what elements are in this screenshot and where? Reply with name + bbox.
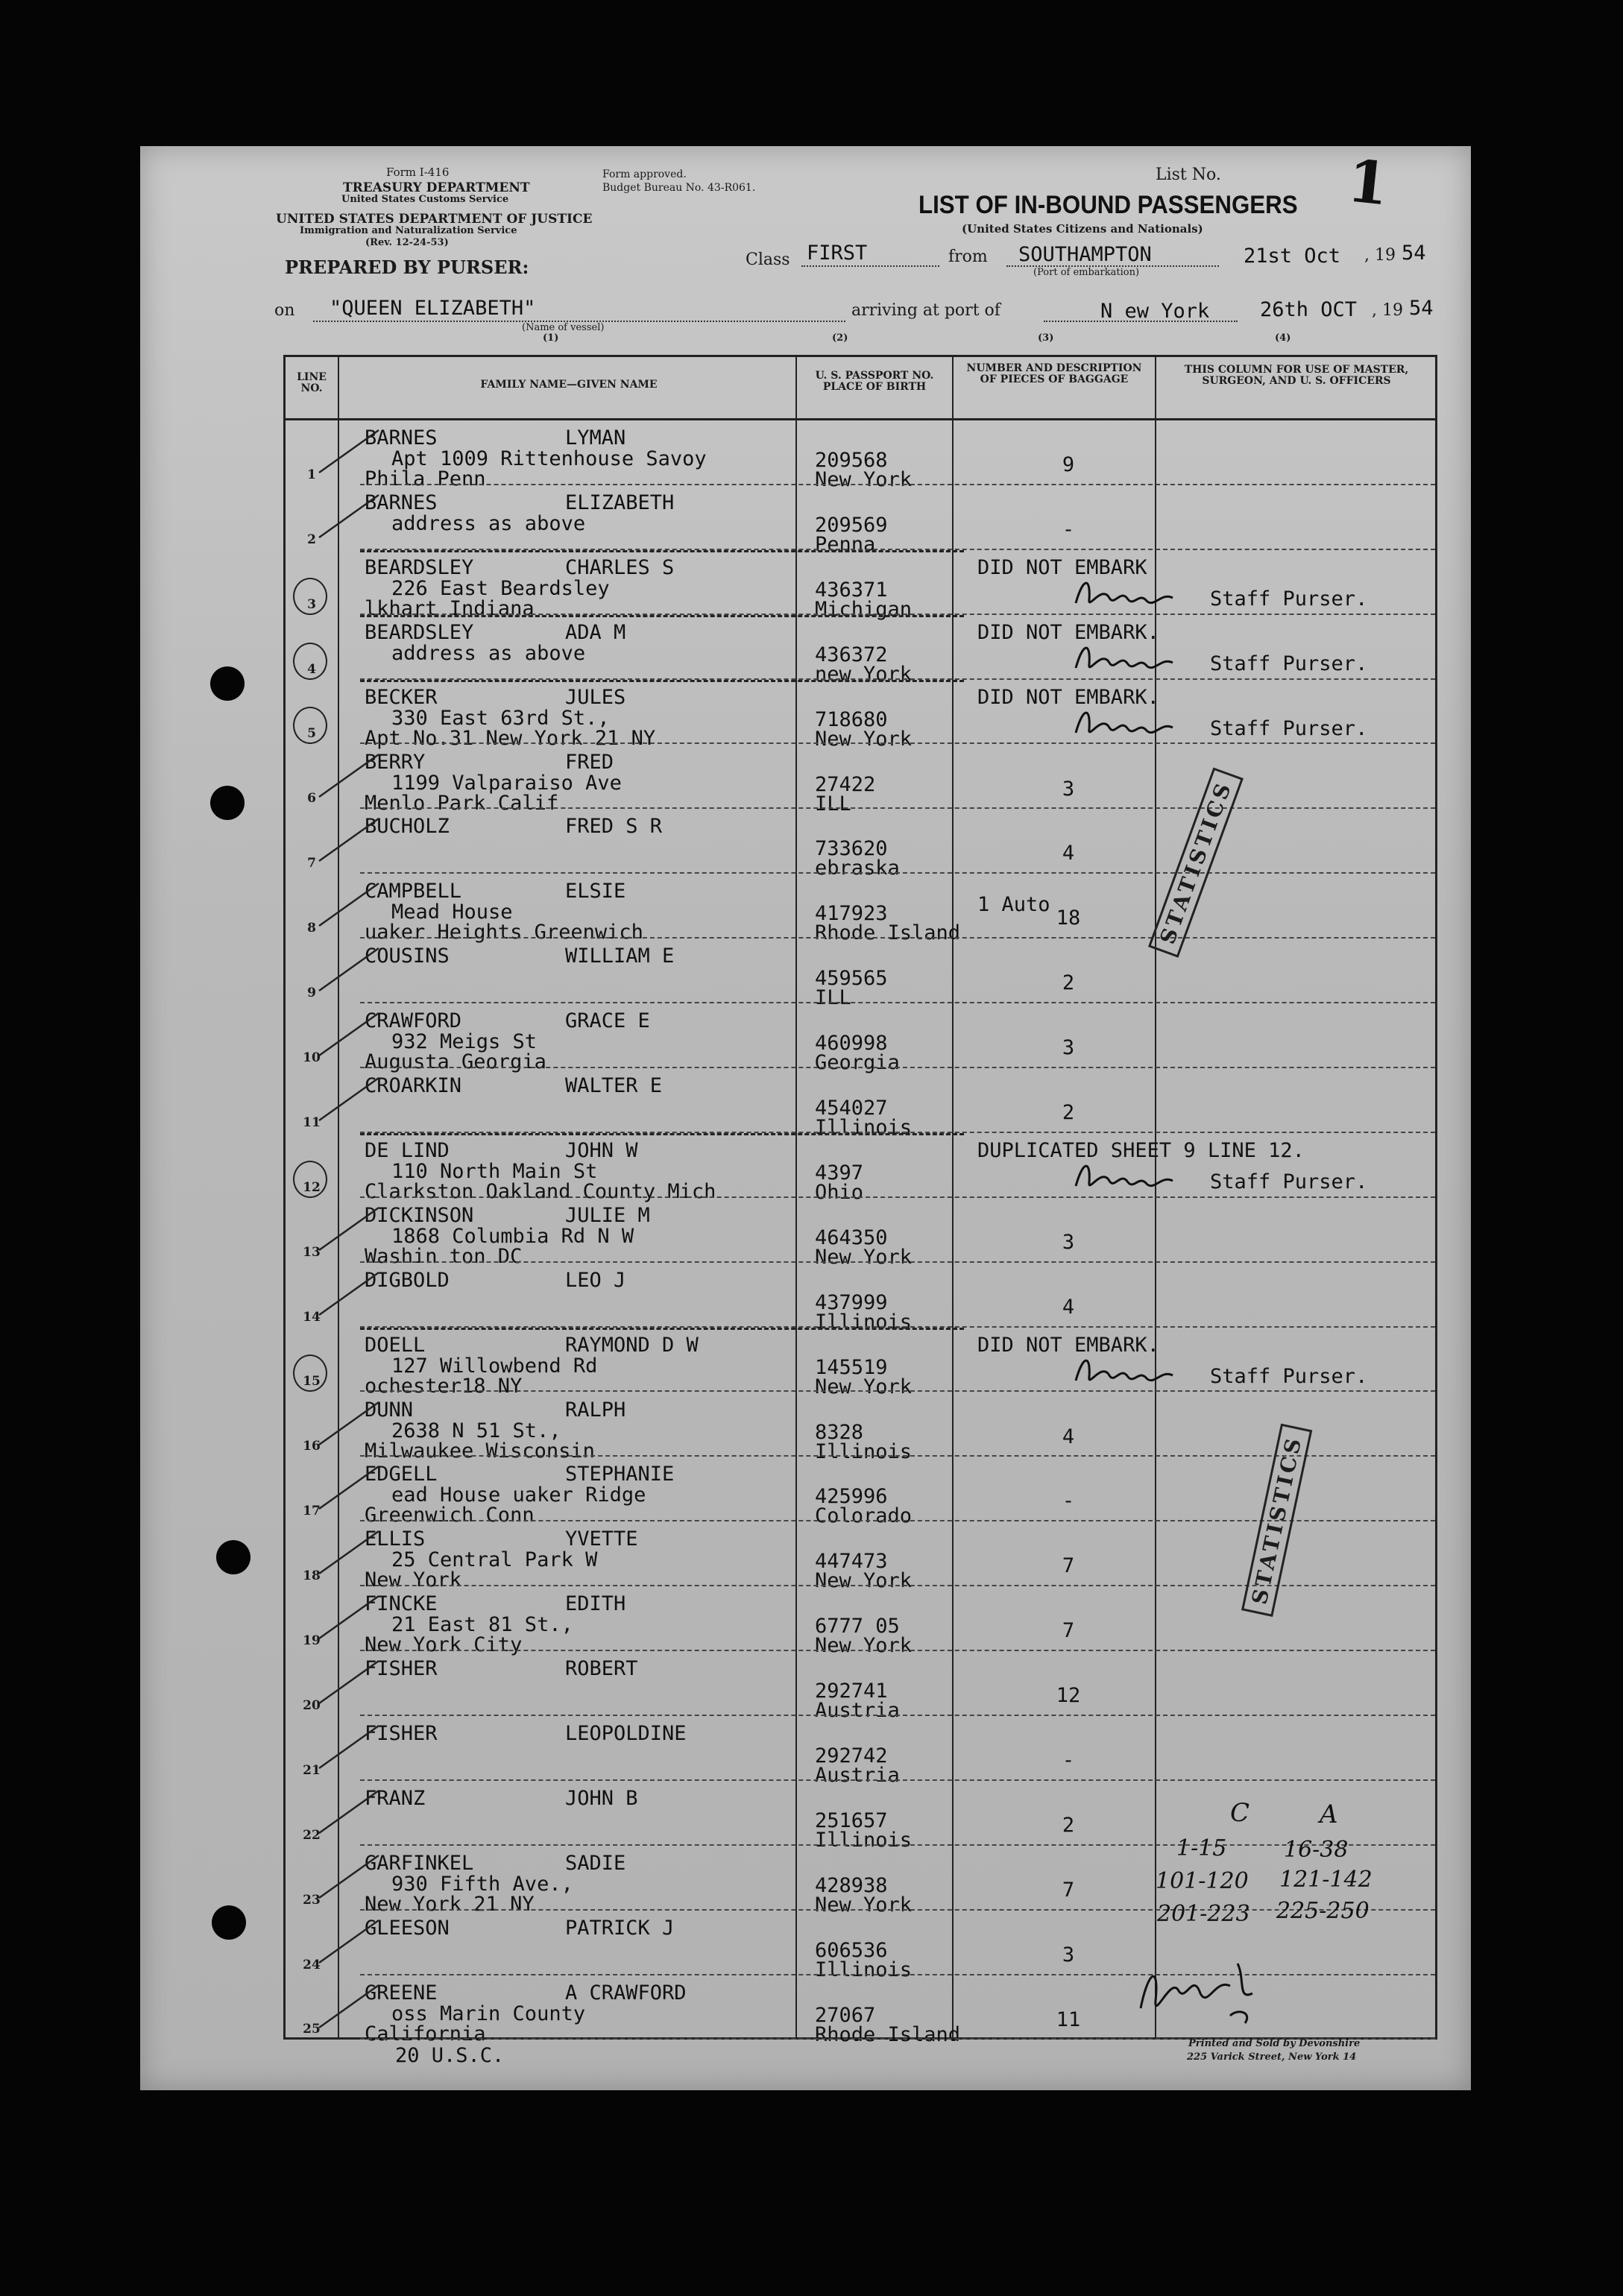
check-mark [315, 751, 382, 803]
family-name: EDGELL [365, 1463, 438, 1486]
place-of-birth: Illinois [815, 1828, 913, 1852]
address-line-1: 2638 N 51 St., [391, 1419, 561, 1442]
form-revision: (Rev. 12-24-53) [365, 237, 449, 248]
line-number: 4 [307, 661, 316, 677]
line-number: 24 [303, 1957, 321, 1972]
tally-head-c: C [1230, 1798, 1250, 1828]
list-no-label: List No. [1156, 165, 1221, 184]
family-name: CAMPBELL [365, 880, 462, 903]
address-line-1: 930 Fifth Ave., [391, 1872, 573, 1896]
passport-number: 425996 [815, 1485, 888, 1509]
treasury-dept: TREASURY DEPARTMENT [343, 180, 530, 195]
tally-a-1: 16-38 [1284, 1837, 1349, 1863]
baggage-count: 3 [1062, 777, 1075, 801]
address-line-1: address as above [391, 641, 586, 665]
check-mark [315, 1463, 382, 1515]
header-passport: U. S. PASSPORT NO. PLACE OF BIRTH [815, 370, 934, 393]
passport-number: 464350 [815, 1226, 888, 1249]
strike-line [360, 615, 964, 617]
family-name: DICKINSON [365, 1203, 474, 1227]
table-row [286, 1198, 1435, 1269]
passport-number: 27067 [815, 2003, 876, 2027]
line-number: 25 [303, 2022, 321, 2037]
family-name: GREENE [365, 1981, 438, 2005]
passport-number: 4397 [815, 1161, 864, 1185]
tally-c-2: 101-120 [1156, 1868, 1249, 1894]
check-mark [315, 1269, 382, 1321]
place-of-birth: Penna [815, 532, 876, 556]
line-number: 1 [307, 467, 316, 482]
check-mark [315, 1527, 382, 1580]
baggage-count: 7 [1062, 1878, 1075, 1902]
form-number: Form I-416 [386, 165, 450, 179]
place-of-birth: ebraska [815, 857, 900, 880]
baggage-count: - [1062, 1489, 1075, 1513]
given-name: PATRICK J [565, 1916, 675, 1940]
place-of-birth: Illinois [815, 1439, 913, 1463]
place-of-birth: Rhode Island [815, 921, 961, 945]
check-mark [315, 1852, 382, 1904]
passport-number: 459565 [815, 967, 888, 991]
baggage-count: 4 [1062, 1295, 1075, 1319]
line-number: 20 [303, 1697, 321, 1713]
col-num-1: (1) [543, 332, 559, 344]
baggage-count: 4 [1062, 842, 1075, 865]
given-name: A CRAWFORD [565, 1981, 687, 2005]
baggage-count: 2 [1062, 1101, 1075, 1124]
line-number: 5 [307, 726, 316, 742]
given-name: STEPHANIE [565, 1463, 675, 1486]
address-line-2: New York 21 NY [365, 1892, 535, 1916]
passport-number: 428938 [815, 1873, 888, 1897]
baggage-count: 7 [1062, 1619, 1075, 1643]
given-name: JULES [565, 685, 626, 709]
address-line-1: oss Marin County [391, 2002, 586, 2025]
address-line-1: Apt 1009 Rittenhouse Savoy [391, 447, 707, 470]
strike-line [360, 1328, 964, 1330]
place-of-birth: Illinois [815, 1958, 913, 1981]
staff-purser: Staff Purser. [1210, 1364, 1368, 1388]
place-of-birth: New York [815, 1375, 913, 1398]
line-circle [293, 1161, 327, 1198]
given-name: WILLIAM E [565, 944, 675, 968]
baggage-count: 12 [1056, 1684, 1081, 1708]
class-value: FIRST [807, 242, 868, 265]
line-number: 22 [303, 1827, 321, 1843]
passport-number: 27422 [815, 772, 876, 796]
given-name: ELSIE [565, 880, 626, 903]
table-row [286, 485, 1435, 556]
passport-number: 209569 [815, 513, 888, 537]
printer-line-2: 225 Varick Street, New York 14 [1187, 2051, 1357, 2063]
baggage-count: 3 [1062, 1230, 1075, 1254]
passport-number: 209568 [815, 449, 888, 472]
baggage-count: 3 [1062, 1943, 1075, 1967]
tally-head-a: A [1320, 1800, 1338, 1829]
address-line-2: Washin ton DC [365, 1244, 523, 1268]
justice-dept: UNITED STATES DEPARTMENT OF JUSTICE [276, 212, 593, 227]
table-row [286, 1651, 1435, 1723]
strike-line [360, 550, 964, 552]
family-name: DIGBOLD [365, 1268, 450, 1292]
family-name: DE LIND [365, 1138, 450, 1162]
address-line-2: Milwaukee Wisconsin [365, 1439, 595, 1463]
passport-number: 606536 [815, 1938, 888, 1962]
purser-signature [1068, 699, 1180, 744]
address-line-1: 226 East Beardsley [391, 576, 610, 600]
form-approved: Form approved. [602, 168, 687, 180]
table-row [286, 680, 1435, 751]
place-of-birth: Illinois [815, 1310, 913, 1334]
passport-number: 460998 [815, 1032, 888, 1056]
address-line-2: New York [365, 1568, 462, 1592]
passport-number: 145519 [815, 1355, 888, 1379]
address-line-2: Phila Penn [365, 467, 486, 491]
check-mark [315, 944, 382, 997]
family-name: GARFINKEL [365, 1851, 474, 1875]
line-number: 14 [303, 1309, 321, 1325]
passport-number: 437999 [815, 1290, 888, 1314]
table-row [286, 745, 1435, 816]
family-name: CRAWFORD [365, 1009, 462, 1033]
place-of-birth: Georgia [815, 1051, 900, 1075]
class-underline [801, 265, 939, 267]
prepared-by: PREPARED BY PURSER: [285, 256, 529, 278]
given-name: FRED [565, 750, 614, 774]
check-mark [315, 1787, 382, 1839]
family-name: COUSINS [365, 944, 450, 968]
baggage-count: - [1062, 1749, 1075, 1772]
col-num-2: (2) [832, 332, 848, 344]
strike-line [360, 1133, 964, 1135]
tally-a-3: 225-250 [1276, 1898, 1370, 1924]
address-line-1: 25 Central Park W [391, 1548, 598, 1572]
address-line-2: Clarkston Oakland County Mich [365, 1179, 716, 1203]
address-line-2: lkhart Indiana [365, 596, 535, 620]
staff-purser: Staff Purser. [1210, 652, 1368, 675]
passport-number: 6777 05 [815, 1615, 900, 1639]
arrival-date: 26th OCT [1260, 298, 1358, 321]
family-name: DOELL [365, 1333, 426, 1357]
line-number: 9 [307, 985, 316, 1001]
address-line-2: uaker Heights Greenwich [365, 921, 643, 944]
address-line-1: 932 Meigs St [391, 1030, 538, 1054]
form-subtitle: (United States Citizens and Nationals) [962, 222, 1203, 236]
place-of-birth: Illinois [815, 1116, 913, 1139]
check-mark [315, 1074, 382, 1126]
given-name: RAYMOND D W [565, 1333, 699, 1357]
cancellation-note: DID NOT EMBARK. [977, 685, 1159, 709]
check-mark [315, 1981, 382, 2034]
strike-line [360, 680, 964, 682]
given-name: JOHN W [565, 1138, 638, 1162]
table-row [286, 1003, 1435, 1075]
given-name: GRACE E [565, 1009, 650, 1033]
place-of-birth: ILL [815, 792, 851, 816]
family-name: FISHER [365, 1657, 438, 1681]
printer-line-1: Printed and Sold by Devonshire [1188, 2038, 1361, 2049]
check-mark [315, 1398, 382, 1451]
tally-a-2: 121-142 [1279, 1867, 1373, 1893]
address-line-2: New York City [365, 1633, 523, 1657]
line-number: 12 [303, 1179, 321, 1195]
family-name: GLEESON [365, 1916, 450, 1940]
header-line-no: LINE NO. [297, 371, 327, 394]
cancellation-note: DID NOT EMBARK [977, 555, 1147, 579]
check-mark [315, 1722, 382, 1774]
place-of-birth: New York [815, 1569, 913, 1593]
check-mark [315, 1009, 382, 1062]
given-name: LYMAN [565, 426, 626, 450]
binder-hole [210, 666, 245, 701]
address-line-1: 330 East 63rd St., [391, 706, 610, 730]
col-num-3: (3) [1038, 332, 1054, 344]
place-of-birth: Colorado [815, 1504, 913, 1528]
line-number: 6 [307, 791, 316, 807]
family-name: BEARDSLEY [365, 555, 474, 579]
check-mark [315, 426, 382, 479]
line-number: 15 [303, 1374, 321, 1390]
line-number: 16 [303, 1439, 321, 1454]
place-of-birth: New York [815, 1893, 913, 1917]
purser-signature [1068, 634, 1180, 679]
staff-purser: Staff Purser. [1210, 587, 1368, 611]
given-name: ADA M [565, 620, 626, 644]
line-number: 3 [307, 596, 316, 612]
address-line-2: ochester18 NY [365, 1374, 523, 1398]
given-name: JOHN B [565, 1786, 638, 1810]
line-number: 7 [307, 856, 316, 871]
cancellation-note: DID NOT EMBARK. [977, 620, 1159, 644]
place-of-birth: New York [815, 727, 913, 751]
tally-c-3: 201-223 [1157, 1901, 1250, 1927]
on-label: on [274, 301, 295, 320]
family-name: BARNES [365, 426, 438, 450]
given-name: EDITH [565, 1592, 626, 1616]
table-row [286, 1068, 1435, 1139]
check-mark [315, 880, 382, 932]
passport-number: 251657 [815, 1808, 888, 1832]
arrival-year-prefix: , 19 [1372, 301, 1403, 320]
given-name: JULIE M [565, 1203, 650, 1227]
depart-year: 54 [1402, 242, 1426, 265]
family-name: DUNN [365, 1398, 414, 1422]
given-name: ELIZABETH [565, 491, 675, 514]
staff-purser: Staff Purser. [1210, 1170, 1368, 1193]
check-mark [315, 1917, 382, 1969]
given-name: RALPH [565, 1398, 626, 1422]
baggage-count: 2 [1062, 971, 1075, 995]
depart-year-prefix: , 19 [1364, 246, 1396, 265]
place-of-birth: New York [815, 1634, 913, 1658]
table-row [286, 550, 1435, 621]
given-name: SADIE [565, 1851, 626, 1875]
baggage-count: 7 [1062, 1554, 1075, 1578]
budget-bureau: Budget Bureau No. 43-R061. [602, 182, 756, 194]
passport-number: 447473 [815, 1550, 888, 1574]
list-no-value: 1 [1344, 147, 1392, 219]
address-line-1: Mead House [391, 901, 513, 924]
port-embark-note: (Port of embarkation) [1033, 267, 1140, 278]
place-of-birth: New York [815, 1245, 913, 1269]
address-line-2: Augusta Georgia [365, 1050, 546, 1074]
line-number: 13 [303, 1244, 321, 1260]
initials-signature [1126, 1949, 1275, 2031]
table-row [286, 874, 1435, 945]
baggage-count: 3 [1062, 1036, 1075, 1060]
table-row [286, 1263, 1435, 1334]
header-baggage: NUMBER AND DESCRIPTION OF PIECES OF BAGGAGE [966, 362, 1142, 385]
check-mark [315, 815, 382, 867]
line-number: 23 [303, 1892, 321, 1908]
given-name: CHARLES S [565, 555, 675, 579]
family-name: FINCKE [365, 1592, 438, 1616]
passport-number: 436371 [815, 578, 888, 602]
arrival-port: N ew York [1100, 300, 1210, 323]
place-of-birth: Ohio [815, 1180, 864, 1204]
statistics-stamp: STATISTICS [1241, 1423, 1312, 1617]
passport-number: 417923 [815, 902, 888, 926]
table-row [286, 1328, 1435, 1398]
passport-number: 733620 [815, 837, 888, 861]
family-name: BARNES [365, 491, 438, 514]
purser-signature [1068, 1152, 1180, 1197]
given-name: LEO J [565, 1268, 626, 1292]
tally-c-1: 1-15 [1176, 1835, 1227, 1861]
header-name: FAMILY NAME—GIVEN NAME [480, 379, 658, 391]
table-row [286, 939, 1435, 1010]
baggage-count: 9 [1062, 453, 1075, 476]
table-row [286, 1393, 1435, 1463]
given-name: ROBERT [565, 1657, 638, 1681]
baggage-count: 11 [1056, 2008, 1081, 2031]
line-number: 18 [303, 1568, 321, 1584]
passport-number: 718680 [815, 707, 888, 731]
class-label: Class [746, 250, 790, 269]
passport-number: 292742 [815, 1744, 888, 1767]
family-name: ELLIS [365, 1527, 426, 1551]
place-of-birth: Austria [815, 1699, 900, 1723]
line-circle [293, 643, 327, 680]
binder-hole [210, 786, 245, 820]
place-of-birth: New York [815, 468, 913, 491]
address-line-1: 127 Willowbend Rd [391, 1354, 598, 1378]
given-name: YVETTE [565, 1527, 638, 1551]
address-line-1: address as above [391, 511, 586, 535]
arrival-underline [1044, 321, 1238, 322]
baggage-count: - [1062, 517, 1075, 541]
arriving-label: arriving at port of [851, 301, 1000, 320]
binder-hole [212, 1905, 246, 1940]
passport-number: 292741 [815, 1680, 888, 1703]
line-number: 11 [303, 1114, 321, 1130]
passport-number: 436372 [815, 643, 888, 666]
col-num-4: (4) [1275, 332, 1291, 344]
arrival-year: 54 [1409, 297, 1434, 320]
vessel-name: "QUEEN ELIZABETH" [330, 297, 536, 320]
staff-purser: Staff Purser. [1210, 716, 1368, 740]
table-row [286, 809, 1435, 880]
depart-date: 21st Oct [1244, 245, 1341, 268]
family-name: BERRY [365, 750, 426, 774]
line-circle [293, 578, 327, 615]
address-line-1: 21 East 81 St., [391, 1613, 573, 1637]
baggage-count: 18 [1056, 906, 1081, 930]
from-label: from [948, 247, 988, 266]
family-name: FISHER [365, 1722, 438, 1745]
statistics-stamp: STATISTICS [1148, 767, 1244, 958]
baggage-count: 2 [1062, 1813, 1075, 1837]
given-name: WALTER E [565, 1074, 663, 1097]
place-of-birth: new York [815, 662, 913, 686]
line-number: 21 [303, 1762, 321, 1778]
table-row [286, 615, 1435, 686]
table-row [286, 1133, 1435, 1204]
place-of-birth: Michigan [815, 597, 913, 621]
passport-number: 8328 [815, 1420, 864, 1444]
place-of-birth: Austria [815, 1764, 900, 1787]
purser-signature [1068, 570, 1180, 614]
line-number: 17 [303, 1504, 321, 1519]
table-row [286, 1716, 1435, 1787]
check-mark [315, 1592, 382, 1644]
check-mark [315, 1657, 382, 1709]
baggage-count: 4 [1062, 1425, 1075, 1448]
address-line-2: Apt No.31 New York 21 NY [365, 726, 656, 750]
cancellation-note: DUPLICATED SHEET 9 LINE 12. [977, 1138, 1305, 1162]
given-name: FRED S R [565, 815, 663, 839]
ins-service: Immigration and Naturalization Service [300, 225, 517, 236]
address-line-1: 110 North Main St [391, 1159, 598, 1183]
usc-reference: 20 U.S.C. [395, 2044, 505, 2067]
family-name: BUCHOLZ [365, 815, 450, 839]
address-line-1: 1868 Columbia Rd N W [391, 1224, 634, 1248]
binder-hole [216, 1540, 250, 1574]
family-name: BEARDSLEY [365, 620, 474, 644]
family-name: BECKER [365, 685, 438, 709]
address-line-1: ead House uaker Ridge [391, 1483, 646, 1507]
line-number: 8 [307, 921, 316, 936]
address-line-2: Menlo Park Calif [365, 791, 559, 815]
from-port: SOUTHAMPTON [1018, 243, 1152, 266]
place-of-birth: ILL [815, 986, 851, 1010]
address-line-2: Greenwich Conn [365, 1504, 535, 1527]
address-line-1: 1199 Valparaiso Ave [391, 771, 622, 795]
baggage-extra: 1 Auto [977, 893, 1050, 917]
check-mark [315, 1204, 382, 1256]
check-mark [315, 491, 382, 543]
passport-number: 454027 [815, 1097, 888, 1120]
place-of-birth: Rhode Island [815, 2022, 961, 2046]
given-name: LEOPOLDINE [565, 1722, 687, 1745]
purser-signature [1068, 1347, 1180, 1392]
table-row [286, 420, 1435, 491]
form-title: LIST OF IN-BOUND PASSENGERS [918, 191, 1298, 219]
line-number: 2 [307, 532, 316, 547]
family-name: CROARKIN [365, 1074, 462, 1097]
customs-service: United States Customs Service [341, 194, 509, 205]
line-number: 19 [303, 1633, 321, 1649]
vessel-note: (Name of vessel) [522, 322, 605, 333]
address-line-2: California [365, 2022, 486, 2046]
line-number: 10 [303, 1050, 321, 1065]
header-officers: THIS COLUMN FOR USE OF MASTER, SURGEON, AND U. S. OFFICERS [1184, 364, 1409, 387]
cancellation-note: DID NOT EMBARK. [977, 1333, 1159, 1357]
family-name: FRANZ [365, 1786, 426, 1810]
